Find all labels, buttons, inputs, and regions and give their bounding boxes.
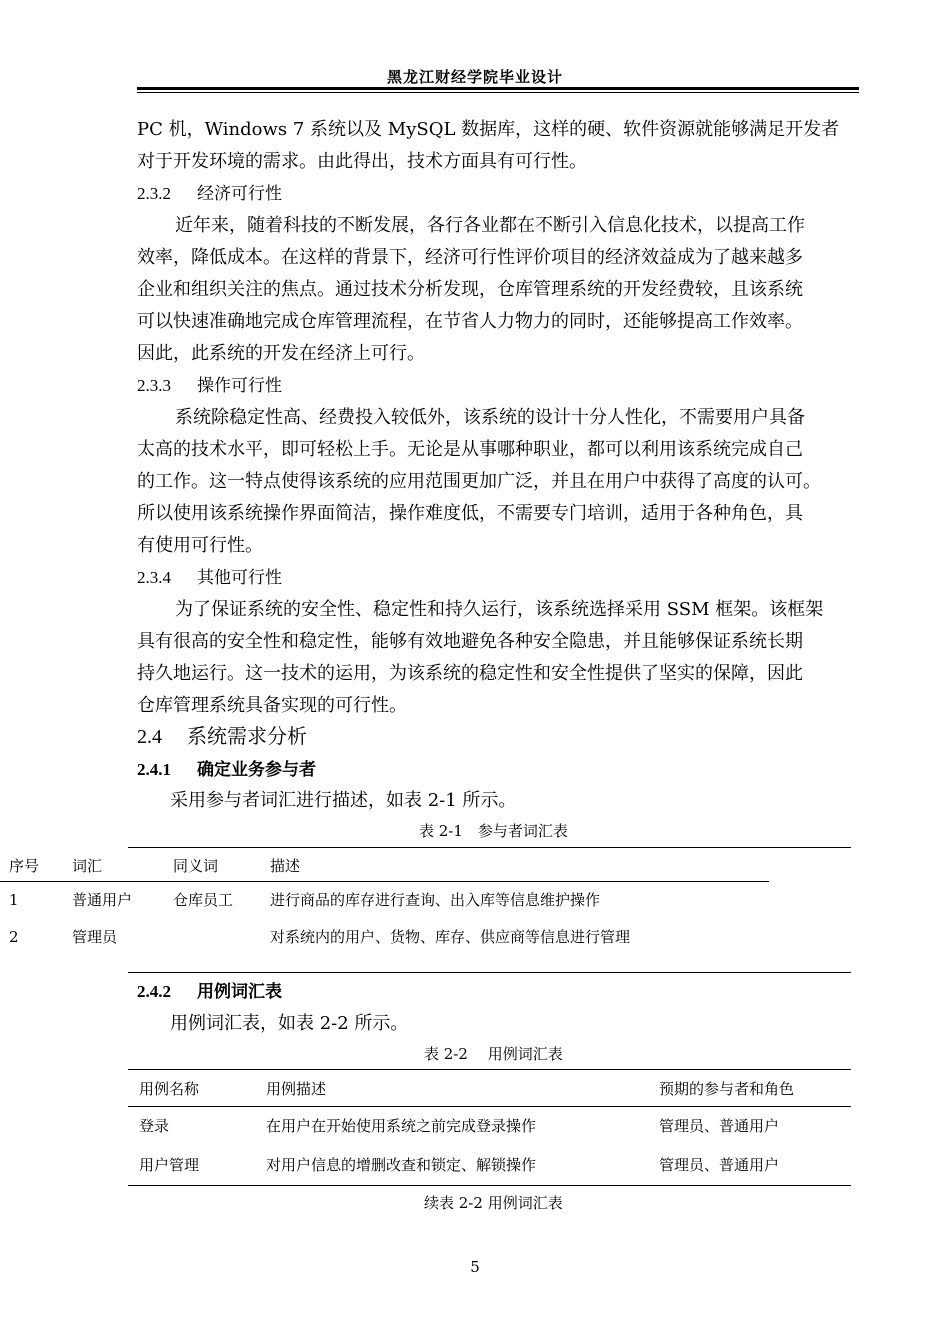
table-cell: 对用户信息的增删改查和锁定、解锁操作 — [266, 1156, 537, 1174]
paragraph-line: 效率，降低成本。在这样的背景下，经济可行性评价项目的经济效益成为了越来越多 — [137, 247, 803, 268]
paragraph-line: 采用参与者词汇进行描述，如表 2-1 所示。 — [170, 790, 517, 811]
paragraph-line: 的工作。这一特点使得该系统的应用范围更加广泛，并且在用户中获得了高度的认可。 — [137, 471, 821, 492]
table-cell: 1 — [9, 891, 19, 909]
table-bottom-rule — [128, 972, 851, 973]
section-number: 2.3.4 — [137, 568, 171, 587]
table-cell: 登录 — [139, 1117, 170, 1135]
section-title: 用例词汇表 — [197, 982, 282, 1002]
section-heading-2-3-4 — [137, 566, 282, 590]
page-header-title: 黑龙江财经学院毕业设计 — [386, 68, 563, 86]
paragraph-line: 持久地运行。这一技术的运用，为该系统的稳定性和安全性提供了坚实的保障，因此 — [137, 663, 803, 684]
table-cell: 管理员、普通用户 — [659, 1117, 780, 1135]
table-header-cell: 序号 — [9, 857, 40, 875]
table-caption: 表 2-2 用例词汇表 — [424, 1045, 563, 1063]
header-rule-thin — [137, 92, 859, 93]
section-number: 2.4.2 — [137, 982, 171, 1001]
table-header-cell: 用例名称 — [139, 1080, 200, 1098]
table-continued-caption: 续表 2-2 用例词汇表 — [424, 1194, 563, 1212]
paragraph-line: 企业和组织关注的焦点。通过技术分析发现，仓库管理系统的开发经费较，且该系统 — [137, 279, 803, 300]
section-number: 2.3.2 — [137, 184, 171, 203]
paragraph-line: 有使用可行性。 — [137, 535, 263, 556]
table-caption: 表 2-1 参与者词汇表 — [419, 822, 568, 840]
table-header-cell: 用例描述 — [266, 1080, 327, 1098]
table-top-rule — [128, 1069, 851, 1070]
section-heading-2-4-1 — [137, 758, 316, 782]
table-cell: 在用户在开始使用系统之前完成登录操作 — [266, 1117, 537, 1135]
table-cell: 仓库员工 — [173, 891, 234, 909]
section-title: 操作可行性 — [197, 376, 282, 396]
section-number: 2.4.1 — [137, 760, 171, 779]
section-number: 2.4 — [137, 726, 162, 748]
table-header-cell: 预期的参与者和角色 — [659, 1080, 795, 1098]
section-heading-2-4 — [137, 723, 307, 750]
paragraph-line: 可以快速准确地完成仓库管理流程，在节省人力物力的同时，还能够提高工作效率。 — [137, 311, 803, 332]
table-top-rule — [128, 847, 851, 848]
table-cell: 普通用户 — [72, 891, 133, 909]
table-bottom-rule — [128, 1185, 851, 1186]
section-heading-2-3-2 — [137, 182, 282, 206]
table-cell: 用户管理 — [139, 1156, 200, 1174]
paragraph-line: 系统除稳定性高、经费投入较低外，该系统的设计十分人性化，不需要用户具备 — [175, 407, 805, 428]
table-cell: 进行商品的库存进行查询、出入库等信息维护操作 — [270, 891, 601, 909]
paragraph-line: 近年来，随着科技的不断发展，各行各业都在不断引入信息化技术，以提高工作 — [175, 215, 805, 236]
section-title: 确定业务参与者 — [197, 760, 316, 780]
section-heading-2-4-2 — [137, 980, 282, 1004]
section-heading-2-3-3 — [137, 374, 282, 398]
paragraph-line: 为了保证系统的安全性、稳定性和持久运行，该系统选择采用 SSM 框架。该框架 — [175, 599, 824, 620]
section-title: 系统需求分析 — [187, 724, 307, 748]
section-title: 经济可行性 — [197, 184, 282, 204]
paragraph-line: PC 机，Windows 7 系统以及 MySQL 数据库，这样的硬、软件资源就能够满足开发者 — [137, 119, 840, 140]
paragraph-line: 对于开发环境的需求。由此得出，技术方面具有可行性。 — [137, 151, 587, 172]
table-cell: 2 — [9, 928, 19, 946]
section-number: 2.3.3 — [137, 376, 171, 395]
table-header-cell: 描述 — [270, 857, 301, 875]
page-number: 5 — [470, 1258, 480, 1276]
table-header-rule — [128, 1106, 851, 1107]
section-title: 其他可行性 — [197, 568, 282, 588]
paragraph-line: 仓库管理系统具备实现的可行性。 — [137, 695, 407, 716]
paragraph-line: 具有很高的安全性和稳定性，能够有效地避免各种安全隐患，并且能够保证系统长期 — [137, 631, 803, 652]
paragraph-line: 太高的技术水平，即可轻松上手。无论是从事哪种职业，都可以利用该系统完成自己 — [137, 439, 803, 460]
table-header-cell: 词汇 — [72, 857, 103, 875]
table-cell: 管理员、普通用户 — [659, 1156, 780, 1174]
paragraph-line: 因此，此系统的开发在经济上可行。 — [137, 343, 425, 364]
table-header-cell: 同义词 — [173, 857, 219, 875]
paragraph-line: 所以使用该系统操作界面简洁，操作难度低，不需要专门培训，适用于各种角色，具 — [137, 503, 803, 524]
table-header-rule — [0, 881, 769, 882]
table-cell: 对系统内的用户、货物、库存、供应商等信息进行管理 — [270, 928, 631, 946]
table-cell: 管理员 — [72, 928, 118, 946]
header-rule-thick — [137, 87, 859, 90]
paragraph-line: 用例词汇表，如表 2-2 所示。 — [170, 1013, 409, 1034]
